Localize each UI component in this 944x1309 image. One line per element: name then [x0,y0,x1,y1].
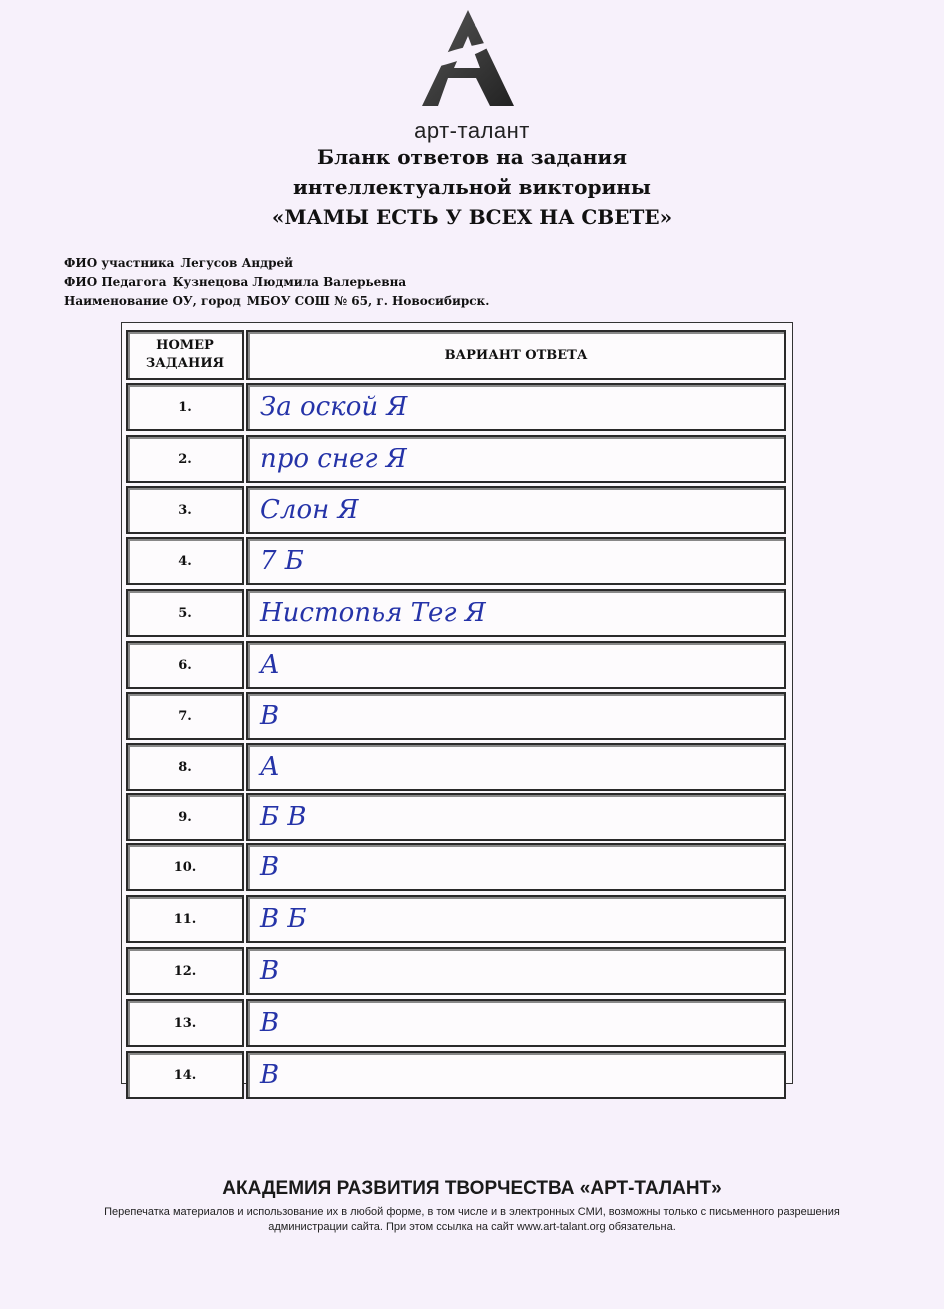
handwritten-answer: В Б [260,904,307,934]
handwritten-answer: А [260,650,280,680]
answer-cell[interactable] [246,895,786,943]
handwritten-answer: В [260,956,280,986]
header-number-label: НОМЕР ЗАДАНИЯ [145,338,225,371]
row-number-cell [126,383,244,431]
handwritten-answer: про снег Я [260,444,407,474]
handwritten-answer: В [260,852,280,882]
handwritten-answer: Б В [260,802,307,832]
task-number: 3. [178,502,192,518]
handwritten-answer: Слон Я [260,495,359,525]
row-number-cell [126,843,244,891]
header-answer-label: ВАРИАНТ ОТВЕТА [444,347,588,363]
school-label: Наименование ОУ, город [64,294,241,308]
answer-cell[interactable] [246,793,786,841]
handwritten-answer: За оской Я [260,392,408,422]
answer-cell[interactable] [246,743,786,791]
participant-line [64,254,489,273]
answer-cell[interactable] [246,383,786,431]
answer-cell[interactable] [246,435,786,483]
task-number: 9. [178,809,192,825]
school-line [64,292,489,311]
answer-cell[interactable] [246,843,786,891]
task-number: 12. [173,963,197,979]
row-number-cell [126,743,244,791]
footer-note: Перепечатка материалов и использование их в любой форме, в том числе и в электронных СМИ, возможны только с письменного разрешения администрации сайта. При этом ссылка на сайт www.art-talant.org обязательна. [104,1206,840,1233]
task-number: 14. [173,1067,197,1083]
task-number: 8. [178,759,192,775]
answer-cell[interactable] [246,589,786,637]
task-number: 4. [178,553,192,569]
answer-cell[interactable] [246,537,786,585]
task-number: 7. [178,708,192,724]
row-number-cell [126,537,244,585]
teacher-label: ФИО Педагога [64,275,167,289]
handwritten-answer: В [260,1060,280,1090]
task-number: 11. [173,911,197,927]
row-number-cell [126,895,244,943]
answer-cell[interactable] [246,999,786,1047]
row-number-cell [126,947,244,995]
answer-cell[interactable] [246,947,786,995]
footer-title: АКАДЕМИЯ РАЗВИТИЯ ТВОРЧЕСТВА «АРТ-ТАЛАНТ» [222,1178,722,1199]
answer-cell[interactable] [246,1051,786,1099]
handwritten-answer: В [260,701,280,731]
teacher-line [64,273,489,292]
row-number-cell [126,793,244,841]
handwritten-answer: В [260,1008,280,1038]
quiz-name: «МАМЫ ЕСТЬ У ВСЕХ НА СВЕТЕ» [271,205,673,229]
row-number-cell [126,435,244,483]
participant-info [64,254,489,311]
row-number-cell [126,1051,244,1099]
teacher-name: Кузнецова Людмила Валерьевна [172,275,407,289]
answer-cell[interactable] [246,692,786,740]
row-number-cell [126,486,244,534]
row-number-cell [126,589,244,637]
row-number-cell [126,999,244,1047]
form-title: Бланк ответов на задания [317,145,627,169]
participant-label: ФИО участника [64,256,175,270]
task-number: 2. [178,451,192,467]
art-talant-logo [418,8,522,112]
task-number: 6. [178,657,192,673]
task-number: 1. [178,399,192,415]
brand-name: арт-талант [414,118,530,143]
row-number-cell [126,692,244,740]
task-number: 10. [173,859,197,875]
row-number-cell [126,641,244,689]
handwritten-answer: А [260,752,280,782]
answers-table [121,322,793,1090]
task-number: 13. [173,1015,197,1031]
participant-name: Легусов Андрей [180,256,294,270]
answer-cell[interactable] [246,486,786,534]
header-answer-cell [246,330,786,380]
handwritten-answer: Нистопья Тег Я [260,598,486,628]
header-number-cell [126,330,244,380]
answer-cell[interactable] [246,641,786,689]
school-name: МБОУ СОШ № 65, г. Новосибирск. [246,294,490,308]
handwritten-answer: 7 Б [260,546,304,576]
form-subtitle: интеллектуальной викторины [293,175,651,199]
task-number: 5. [178,605,192,621]
